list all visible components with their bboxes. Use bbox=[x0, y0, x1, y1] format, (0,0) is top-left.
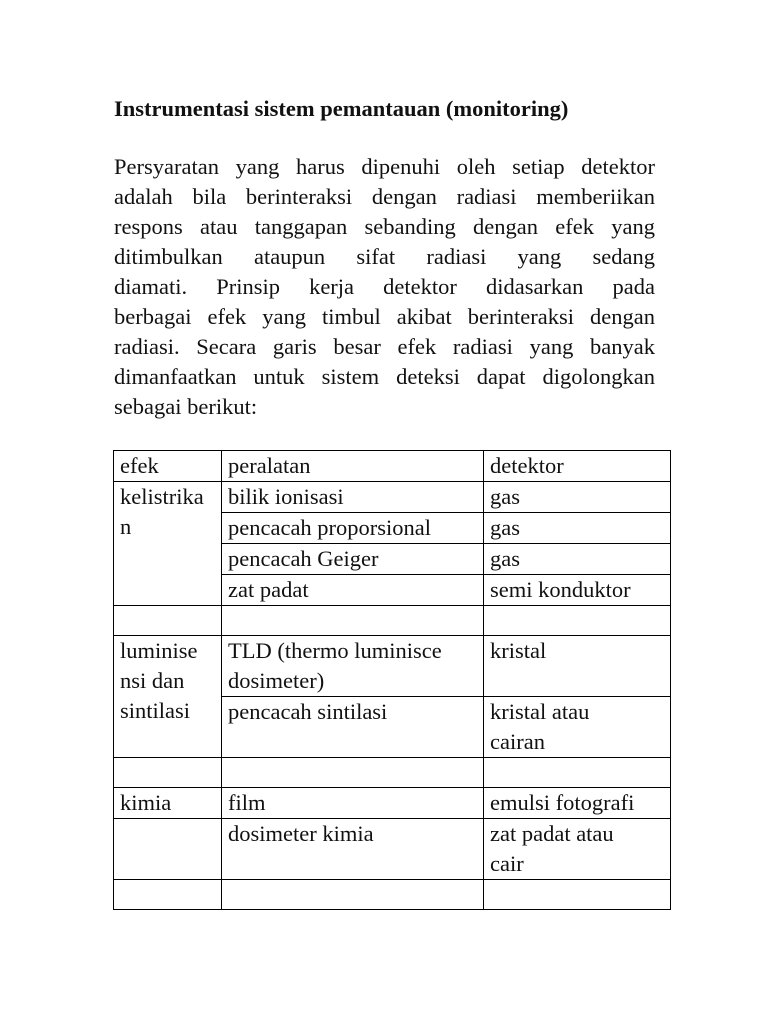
document-title: Instrumentasi sistem pemantauan (monitoring) bbox=[114, 96, 569, 121]
table-cell-detektor: kristal atau cairan bbox=[484, 697, 671, 758]
table-cell-detektor bbox=[484, 606, 671, 636]
table-row bbox=[114, 636, 671, 697]
table-cell-detektor bbox=[484, 758, 671, 788]
table-cell-peralatan: pencacah Geiger bbox=[222, 544, 484, 575]
table-row bbox=[114, 819, 671, 880]
paragraph-line: diamati. Prinsip kerja detektor didasarkan pada bbox=[114, 274, 655, 299]
table-cell-peralatan: dosimeter kimia bbox=[222, 819, 484, 880]
table-header-row bbox=[114, 451, 671, 482]
paragraph-line: dimanfaatkan untuk sistem deteksi dapat digolongkan bbox=[114, 364, 655, 389]
paragraph-line: ditimbulkan ataupun sifat radiasi yang sedang bbox=[114, 244, 655, 269]
paragraph-line: respons atau tanggapan sebanding dengan efek yang bbox=[114, 214, 655, 239]
paragraph-line: berbagai efek yang timbul akibat berinteraksi dengan bbox=[114, 304, 655, 329]
table-cell-peralatan: bilik ionisasi bbox=[222, 482, 484, 513]
paragraph-line: radiasi. Secara garis besar efek radiasi yang banyak bbox=[114, 334, 655, 359]
paragraph-line: Persyaratan yang harus dipenuhi oleh setiap detektor bbox=[114, 154, 655, 179]
table-cell-efek bbox=[114, 880, 222, 910]
table-cell-peralatan: pencacah proporsional bbox=[222, 513, 484, 544]
header-peralatan: peralatan bbox=[222, 451, 484, 482]
table-row bbox=[114, 788, 671, 819]
table-cell-efek bbox=[114, 819, 222, 880]
table-cell-efek bbox=[114, 606, 222, 636]
table-row-empty bbox=[114, 880, 671, 910]
table-cell-detektor: gas bbox=[484, 513, 671, 544]
detector-table bbox=[113, 450, 671, 910]
table-cell-detektor: emulsi fotografi bbox=[484, 788, 671, 819]
body-paragraph bbox=[114, 152, 655, 422]
table-cell-efek bbox=[114, 758, 222, 788]
table-cell-peralatan bbox=[222, 758, 484, 788]
table-cell-detektor: zat padat atau cair bbox=[484, 819, 671, 880]
table-cell-peralatan bbox=[222, 880, 484, 910]
table-cell-efek: kelistrika n bbox=[114, 482, 222, 606]
table-cell-peralatan bbox=[222, 606, 484, 636]
table-cell-detektor bbox=[484, 880, 671, 910]
table-cell-peralatan: pencacah sintilasi bbox=[222, 697, 484, 758]
table-cell-efek: luminise nsi dan sintilasi bbox=[114, 636, 222, 758]
table-cell-detektor: gas bbox=[484, 482, 671, 513]
table-cell-detektor: kristal bbox=[484, 636, 671, 697]
table-row-empty bbox=[114, 758, 671, 788]
paragraph-line: adalah bila berinteraksi dengan radiasi memberiikan bbox=[114, 184, 655, 209]
table-cell-peralatan: TLD (thermo luminisce dosimeter) bbox=[222, 636, 484, 697]
table-cell-peralatan: film bbox=[222, 788, 484, 819]
header-efek: efek bbox=[114, 451, 222, 482]
header-detektor: detektor bbox=[484, 451, 671, 482]
table-row bbox=[114, 482, 671, 513]
table-cell-detektor: semi konduktor bbox=[484, 575, 671, 606]
table-row-empty bbox=[114, 606, 671, 636]
paragraph-line: sebagai berikut: bbox=[114, 394, 258, 419]
table-cell-efek: kimia bbox=[114, 788, 222, 819]
table-cell-detektor: gas bbox=[484, 544, 671, 575]
table-cell-peralatan: zat padat bbox=[222, 575, 484, 606]
